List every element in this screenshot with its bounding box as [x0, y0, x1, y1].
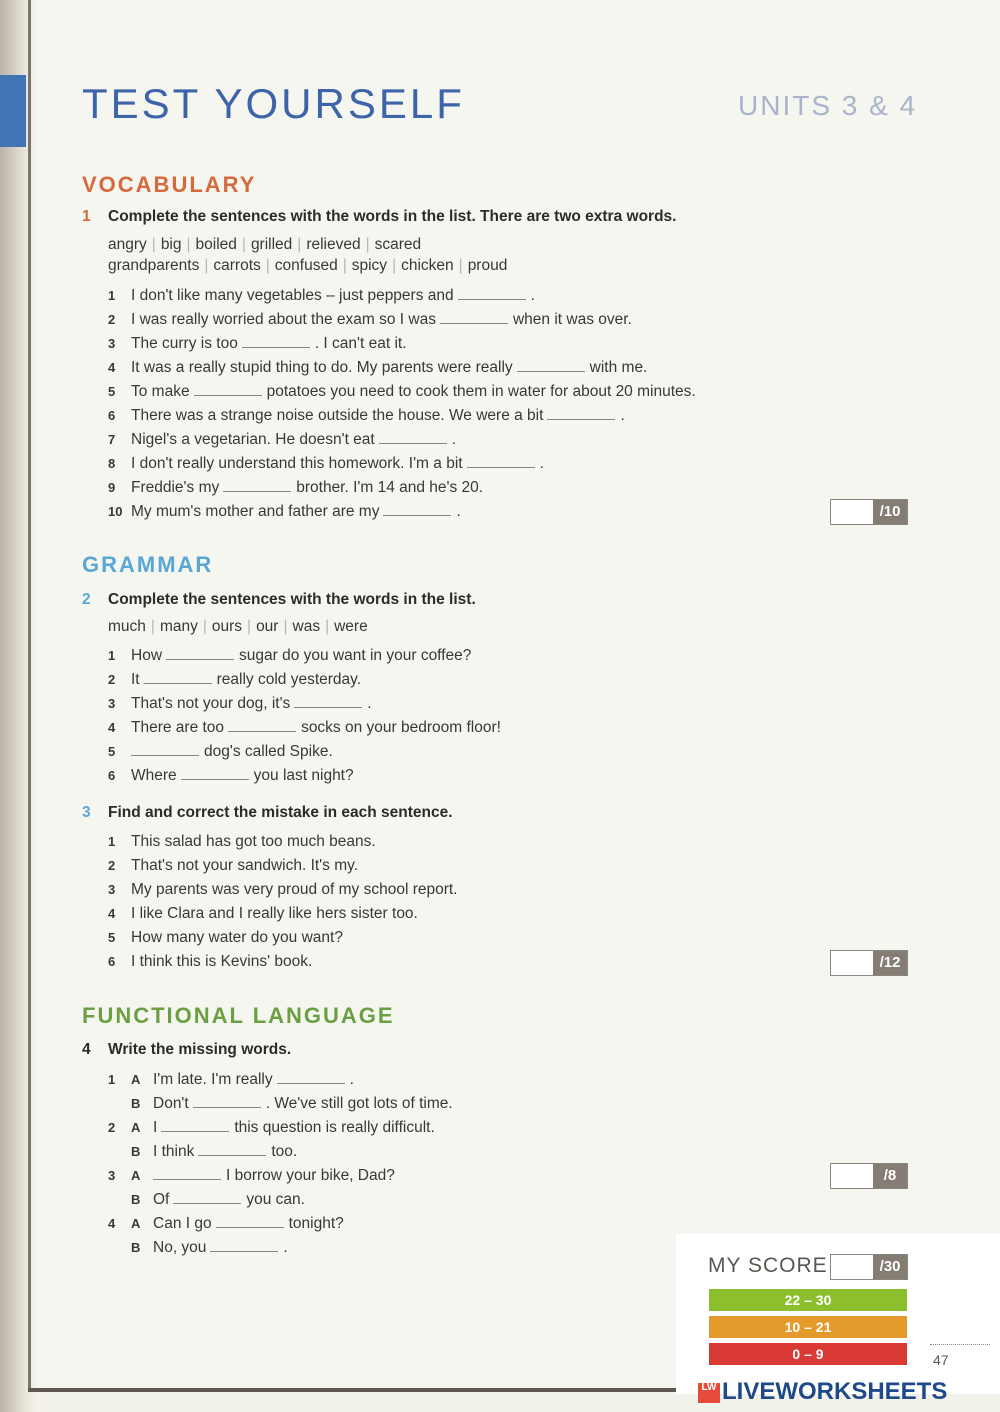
- item-text-before: To make: [131, 383, 190, 400]
- item-text-before: It was a really stupid thing to do. My parents were really: [131, 359, 513, 376]
- word-row: [108, 255, 507, 276]
- item-number: 4: [108, 360, 116, 375]
- instruction-text: Complete the sentences with the words in the list.: [108, 591, 476, 608]
- dialogue-line: [108, 1068, 453, 1092]
- answer-blank[interactable]: [440, 311, 508, 324]
- answer-blank[interactable]: [458, 287, 526, 300]
- word-separator: |: [297, 236, 302, 253]
- item-text-before: The curry is too: [131, 335, 238, 352]
- item-text-before: That's not your dog, it's: [131, 695, 291, 712]
- item-text-before: There was a strange noise outside the house. We were a bit: [131, 407, 544, 424]
- score-band-high: 22 – 30: [709, 1289, 907, 1311]
- item-text-after: .: [539, 455, 544, 472]
- exercise-2-instruction: [82, 591, 476, 609]
- dialogue-line: [108, 1140, 453, 1164]
- exercise-1-instruction: [82, 208, 676, 226]
- grammar-items: [108, 644, 501, 788]
- gap-fill-item: [108, 332, 696, 356]
- gap-fill-item: [108, 428, 696, 452]
- answer-blank[interactable]: [210, 1239, 278, 1252]
- exercise-number: 2: [82, 591, 91, 608]
- item-number: 8: [108, 456, 116, 471]
- word-list-item: grandparents: [108, 257, 200, 274]
- answer-blank[interactable]: [161, 1119, 229, 1132]
- grammar-score-total: /12: [873, 951, 907, 975]
- grammar-score-box[interactable]: [830, 950, 908, 976]
- mistake-item: [108, 878, 458, 902]
- mistake-item: [108, 830, 458, 854]
- item-number: 4: [108, 906, 116, 921]
- word-list-item: ours: [211, 618, 243, 635]
- gap-fill-item: [108, 740, 501, 764]
- item-text: My parents was very proud of my school report.: [131, 881, 458, 898]
- gap-fill-item: [108, 476, 696, 500]
- logo-text: LIVEWORKSHEETS: [722, 1378, 948, 1405]
- answer-blank[interactable]: [223, 479, 291, 492]
- item-number: 3: [108, 882, 116, 897]
- line-text-after: you can.: [246, 1191, 305, 1208]
- logo-badge-icon: LW: [698, 1383, 720, 1403]
- word-separator: |: [392, 257, 397, 274]
- item-text-before: There are too: [131, 719, 225, 736]
- page-number-divider: [930, 1344, 990, 1345]
- speaker-label: A: [131, 1168, 141, 1183]
- answer-blank[interactable]: [198, 1143, 266, 1156]
- item-number: 10: [108, 504, 123, 519]
- item-text: This salad has got too much beans.: [131, 833, 376, 850]
- vocabulary-word-list: [108, 234, 507, 276]
- item-number: 2: [108, 312, 116, 327]
- line-text-after: this question is really difficult.: [234, 1119, 435, 1136]
- gap-fill-item: [108, 500, 696, 524]
- speaker-label: A: [131, 1216, 141, 1231]
- liveworksheets-logo: [698, 1378, 947, 1406]
- word-separator: |: [283, 618, 288, 635]
- line-text-before: Can I go: [153, 1215, 212, 1232]
- item-number: 2: [108, 858, 116, 873]
- item-text-after: potatoes you need to cook them in water for about 20 minutes.: [266, 383, 696, 400]
- item-text-before: My mum's mother and father are my: [131, 503, 380, 520]
- mistake-item: [108, 902, 458, 926]
- mistake-items: [108, 830, 458, 974]
- item-text-before: I don't like many vegetables – just peppers and: [131, 287, 454, 304]
- units-label: UNITS 3 & 4: [738, 90, 918, 121]
- vocabulary-items: [108, 284, 696, 524]
- item-text-after: sugar do you want in your coffee?: [239, 647, 472, 664]
- speaker-label: B: [131, 1192, 141, 1207]
- word-list-item: carrots: [213, 257, 261, 274]
- item-text-before: Nigel's a vegetarian. He doesn't eat: [131, 431, 375, 448]
- functional-score-total: /8: [873, 1164, 907, 1188]
- word-separator: |: [202, 618, 207, 635]
- item-number: 1: [108, 1072, 116, 1087]
- page-number: 47: [933, 1352, 949, 1368]
- item-number: 9: [108, 480, 116, 495]
- dialogue-line: [108, 1188, 453, 1212]
- word-list-item: spicy: [351, 257, 388, 274]
- item-number: 7: [108, 432, 116, 447]
- item-number: 5: [108, 384, 116, 399]
- item-number: 3: [108, 696, 116, 711]
- answer-blank[interactable]: [379, 431, 447, 444]
- word-separator: |: [325, 618, 330, 635]
- answer-blank[interactable]: [467, 455, 535, 468]
- grammar-heading: GRAMMAR: [82, 552, 214, 577]
- gap-fill-item: [108, 284, 696, 308]
- word-list-item: chicken: [401, 257, 454, 274]
- word-list-item: big: [160, 236, 182, 253]
- section-tab: [0, 75, 26, 147]
- answer-blank[interactable]: [194, 383, 262, 396]
- answer-blank[interactable]: [131, 743, 199, 756]
- gap-fill-item: [108, 764, 501, 788]
- word-separator: |: [151, 236, 156, 253]
- item-text-before: It: [131, 671, 140, 688]
- item-text: How many water do you want?: [131, 929, 343, 946]
- line-text-before: I'm late. I'm really: [153, 1071, 273, 1088]
- my-score-box[interactable]: [830, 1254, 908, 1280]
- item-text-before: How: [131, 647, 163, 664]
- word-separator: |: [265, 257, 270, 274]
- functional-language-heading: FUNCTIONAL LANGUAGE: [82, 1003, 395, 1028]
- answer-blank[interactable]: [228, 719, 296, 732]
- word-separator: |: [204, 257, 209, 274]
- item-text-before: I was really worried about the exam so I was: [131, 311, 436, 328]
- item-text-after: .: [456, 503, 461, 520]
- mistake-item: [108, 854, 458, 878]
- exercise-number: 1: [82, 208, 91, 225]
- speaker-label: B: [131, 1144, 141, 1159]
- word-list-item: grilled: [250, 236, 293, 253]
- item-text: I like Clara and I really like hers sister too.: [131, 905, 418, 922]
- item-number: 2: [108, 1120, 116, 1135]
- word-separator: |: [241, 236, 246, 253]
- exercise-4-instruction: [82, 1041, 291, 1059]
- item-text: I think this is Kevins' book.: [131, 953, 313, 970]
- line-text-after: . We've still got lots of time.: [265, 1095, 453, 1112]
- dialogue-line: [108, 1116, 453, 1140]
- answer-blank[interactable]: [153, 1167, 221, 1180]
- my-score-label: MY SCORE: [708, 1254, 828, 1277]
- item-text-after: really cold yesterday.: [216, 671, 362, 688]
- answer-blank[interactable]: [242, 335, 310, 348]
- item-number: 6: [108, 768, 116, 783]
- word-list-item: was: [292, 618, 321, 635]
- line-text-before: I: [153, 1119, 158, 1136]
- gap-fill-item: [108, 644, 501, 668]
- word-separator: |: [342, 257, 347, 274]
- item-number: 4: [108, 1216, 116, 1231]
- line-text-after: tonight?: [288, 1215, 344, 1232]
- speaker-label: B: [131, 1096, 141, 1111]
- item-text-after: . I can't eat it.: [314, 335, 407, 352]
- gap-fill-item: [108, 308, 696, 332]
- score-band-medium: 10 – 21: [709, 1316, 907, 1338]
- answer-blank[interactable]: [181, 767, 249, 780]
- answer-blank[interactable]: [144, 671, 212, 684]
- word-separator: |: [247, 618, 252, 635]
- answer-blank[interactable]: [216, 1215, 284, 1228]
- word-separator: |: [365, 236, 370, 253]
- word-row: [108, 234, 507, 255]
- answer-blank[interactable]: [517, 359, 585, 372]
- line-text-before: I think: [153, 1143, 195, 1160]
- dialogue-line: [108, 1212, 453, 1236]
- word-list-item: many: [159, 618, 198, 635]
- line-text-before: Of: [153, 1191, 170, 1208]
- vocabulary-score-total: /10: [873, 500, 907, 524]
- word-separator: |: [150, 618, 155, 635]
- word-list-item: were: [334, 618, 368, 635]
- dialogue-line: [108, 1236, 453, 1260]
- page-title: TEST YOURSELF: [82, 80, 465, 127]
- gap-fill-item: [108, 380, 696, 404]
- answer-blank[interactable]: [173, 1191, 241, 1204]
- line-text-before: Don't: [153, 1095, 189, 1112]
- item-text: That's not your sandwich. It's my.: [131, 857, 359, 874]
- item-text-after: when it was over.: [512, 311, 632, 328]
- item-number: 5: [108, 930, 116, 945]
- item-text-after: .: [367, 695, 372, 712]
- gap-fill-item: [108, 716, 501, 740]
- instruction-text: Complete the sentences with the words in the list. There are two extra words.: [108, 208, 677, 225]
- item-number: 6: [108, 408, 116, 423]
- speaker-label: A: [131, 1072, 141, 1087]
- item-number: 1: [108, 834, 116, 849]
- word-list-item: boiled: [195, 236, 237, 253]
- word-list-item: much: [108, 618, 146, 635]
- answer-blank[interactable]: [277, 1071, 345, 1084]
- word-list-item: our: [256, 618, 279, 635]
- answer-blank[interactable]: [193, 1095, 261, 1108]
- item-text-after: brother. I'm 14 and he's 20.: [296, 479, 484, 496]
- item-text-before: I don't really understand this homework. I'm a bit: [131, 455, 463, 472]
- word-list-item: proud: [467, 257, 508, 274]
- mistake-item: [108, 950, 458, 974]
- gap-fill-item: [108, 692, 501, 716]
- dialogue-line: [108, 1164, 453, 1188]
- item-text-before: Where: [131, 767, 177, 784]
- item-number: 5: [108, 744, 116, 759]
- item-number: 6: [108, 954, 116, 969]
- exercise-number: 3: [82, 804, 91, 821]
- my-score-total: /30: [873, 1255, 907, 1279]
- answer-blank[interactable]: [294, 695, 362, 708]
- item-number: 2: [108, 672, 116, 687]
- mistake-item: [108, 926, 458, 950]
- word-list-item: scared: [374, 236, 422, 253]
- answer-blank[interactable]: [547, 407, 615, 420]
- item-text-before: Freddie's my: [131, 479, 220, 496]
- exercise-number: 4: [82, 1041, 91, 1058]
- vocabulary-heading: VOCABULARY: [82, 172, 257, 197]
- item-text-after: .: [530, 287, 535, 304]
- gap-fill-item: [108, 452, 696, 476]
- dialogue-items: [108, 1068, 453, 1260]
- item-text-after: dog's called Spike.: [204, 743, 333, 760]
- answer-blank[interactable]: [166, 647, 234, 660]
- answer-blank[interactable]: [383, 503, 451, 516]
- item-text-after: .: [451, 431, 457, 448]
- instruction-text: Write the missing words.: [108, 1041, 292, 1058]
- line-text-after: .: [283, 1239, 288, 1256]
- item-number: 1: [108, 288, 116, 303]
- word-list-item: relieved: [306, 236, 361, 253]
- item-text-after: with me.: [589, 359, 648, 376]
- functional-score-box[interactable]: [830, 1163, 908, 1189]
- item-text-after: you last night?: [253, 767, 354, 784]
- item-number: 4: [108, 720, 116, 735]
- gap-fill-item: [108, 356, 696, 380]
- word-list-item: angry: [108, 236, 147, 253]
- line-text-after: too.: [271, 1143, 298, 1160]
- line-text-after: .: [349, 1071, 354, 1088]
- grammar-word-list: [108, 616, 368, 637]
- book-spine: [28, 0, 31, 1392]
- word-list-item: confused: [274, 257, 338, 274]
- item-number: 3: [108, 336, 116, 351]
- word-separator: |: [186, 236, 191, 253]
- dialogue-line: [108, 1092, 453, 1116]
- instruction-text: Find and correct the mistake in each sentence.: [108, 804, 453, 821]
- speaker-label: B: [131, 1240, 141, 1255]
- vocabulary-score-box[interactable]: [830, 499, 908, 525]
- line-text-before: No, you: [153, 1239, 207, 1256]
- speaker-label: A: [131, 1120, 141, 1135]
- line-text-after: I borrow your bike, Dad?: [226, 1167, 395, 1184]
- item-text-after: socks on your bedroom floor!: [301, 719, 501, 736]
- item-text-after: .: [620, 407, 625, 424]
- exercise-3-instruction: [82, 804, 453, 822]
- gap-fill-item: [108, 668, 501, 692]
- item-number: 3: [108, 1168, 116, 1183]
- word-separator: |: [458, 257, 463, 274]
- gap-fill-item: [108, 404, 696, 428]
- item-number: 1: [108, 648, 116, 663]
- score-band-low: 0 – 9: [709, 1343, 907, 1365]
